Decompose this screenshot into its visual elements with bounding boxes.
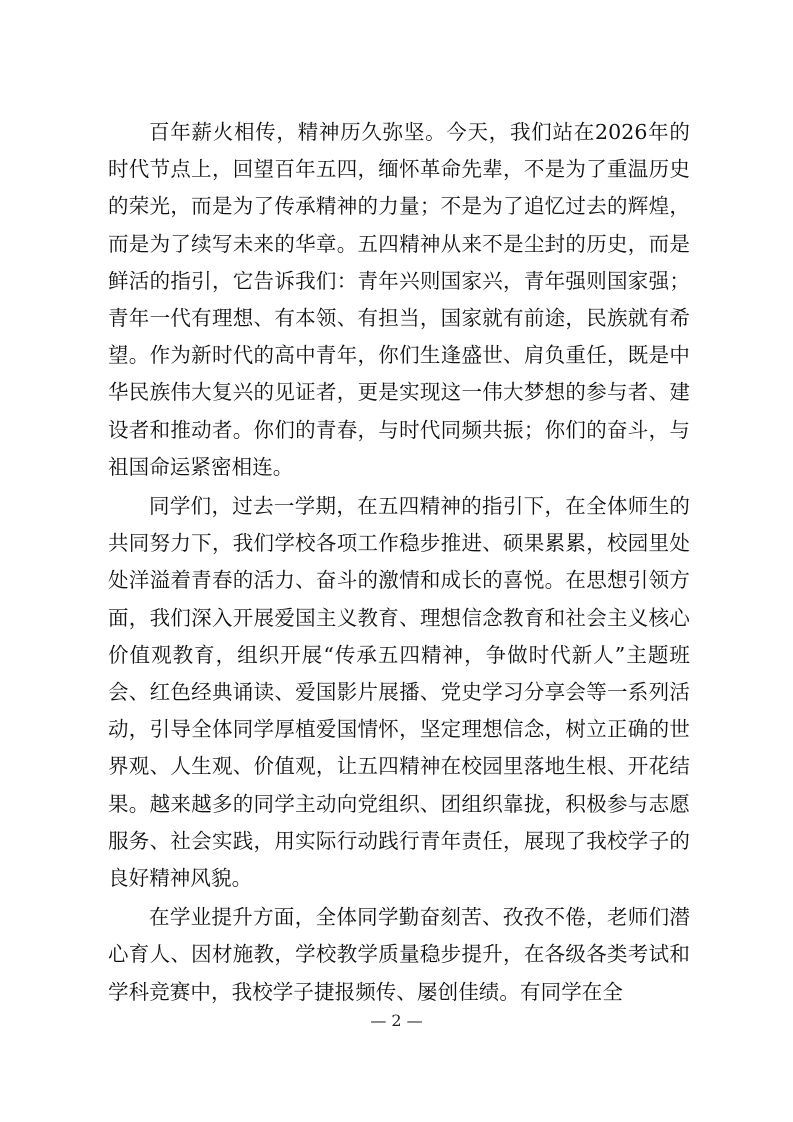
page-number: — 2 —: [370, 1011, 423, 1030]
paragraph: 百年薪火相传，精神历久弥坚。今天，我们站在2026年的时代节点上，回望百年五四，缅怀革命先辈，不是为了重温历史的荣光，而是为了传承精神的力量；不是为了追忆过去的辉煌，而是为了续写未来的华章。五四精神从来不是尘封的历史，而是鲜活的指引，它告诉我们：青年兴则国家兴，青年强则国家强；青年一代有理想、有本领、有担当，国家就有前途，民族就有希望。作为新时代的高中青年，你们生逢盛世、肩负重任，既是中华民族伟大复兴的见证者，更是实现这一伟大梦想的参与者、建设者和推动者。你们的青春，与时代同频共振；你们的奋斗，与祖国命运紧密相连。: [108, 120, 690, 479]
paragraph: 在学业提升方面，全体同学勤奋刻苦、孜孜不倦，老师们潜心育人、因材施教，学校教学质量稳步提升，在各级各类考试和学科竞赛中，我校学子捷报频传、屡创佳绩。有同学在全: [108, 905, 690, 1004]
paragraph: 同学们，过去一学期，在五四精神的指引下，在全体师生的共同努力下，我们学校各项工作稳步推进、硕果累累，校园里处处洋溢着青春的活力、奋斗的激情和成长的喜悦。在思想引领方面，我们深入开展爱国主义教育、理想信念教育和社会主义核心价值观教育，组织开展“传承五四精神，争做时代新人”主题班会、红色经典诵读、爱国影片展播、党史学习分享会等一系列活动，引导全体同学厚植爱国情怀，坚定理想信念，树立正确的世界观、人生观、价值观，让五四精神在校园里落地生根、开花结果。越来越多的同学主动向党组织、团组织靠拢，积极参与志愿服务、社会实践，用实际行动践行青年责任，展现了我校学子的良好精神风貌。: [108, 494, 690, 891]
document-body: [108, 114, 690, 1011]
